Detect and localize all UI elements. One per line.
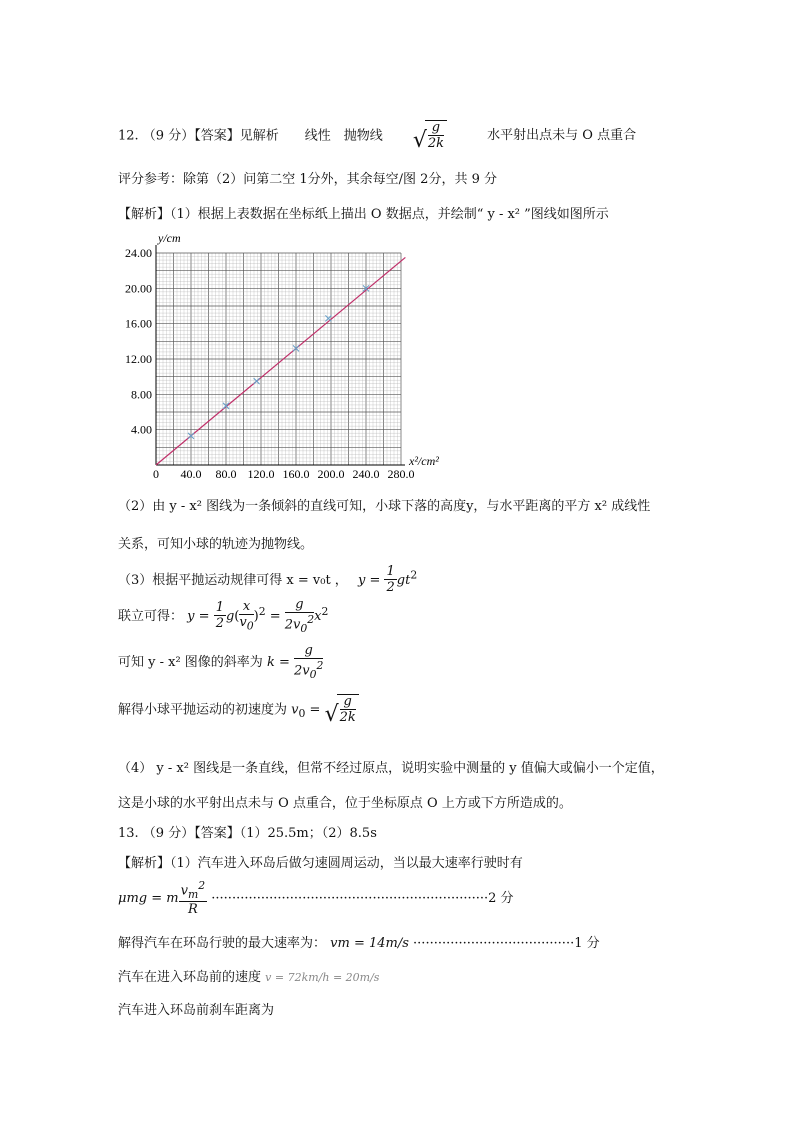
q12-p3: （3）根据平抛运动规律可得 x = v₀t ， y = $\frac{1}{2}$ $gt^2$ bbox=[118, 564, 418, 596]
x-tick-label: 120.0 bbox=[247, 467, 275, 478]
q13-max-speed: 解得汽车在环岛行驶的最大速率为： vm = 14m/s ·······································1 分 bbox=[118, 936, 600, 951]
q13-jiexi: 【解析】（1）汽车进入环岛后做匀速圆周运动，当以最大速率行驶时有 bbox=[118, 856, 523, 871]
q12-p4a: （4） y - x² 图线是一条直线，但常不经过原点，说明实验中测量的 y 值偏大或偏小一个定值， bbox=[118, 761, 664, 776]
q12-jiexi-1: 【解析】（1）根据上表数据在坐标纸上描出 O 数据点，并绘制“ y - x² ”图线如图所示 bbox=[118, 207, 609, 222]
sqrt-g-over-2k: √ $\frac{g}{2k}$ bbox=[413, 120, 447, 152]
y-axis-label: y/cm bbox=[158, 231, 181, 245]
q12-p2a: （2）由 y - x² 图线为一条倾斜的直线可知，小球下落的高度y，与水平距离的平方 x² 成线性 bbox=[118, 499, 651, 514]
x-tick-label: 0 bbox=[153, 467, 159, 478]
q12-p4b: 这是小球的水平射出点未与 O 点重合，位于坐标原点 O 上方或下方所造成的。 bbox=[118, 796, 572, 811]
q12-header bbox=[118, 120, 636, 152]
x-tick-label: 40.0 bbox=[180, 467, 202, 478]
y-tick-label: 8.00 bbox=[131, 387, 152, 402]
q12-v0: 解得小球平抛运动的初速度为 $v_0$ = √ $\frac{g}{2k}$ bbox=[118, 694, 359, 726]
data-point bbox=[325, 315, 331, 321]
y-tick-label: 12.00 bbox=[125, 352, 152, 366]
x-tick-label: 240.0 bbox=[352, 467, 380, 478]
y-tick-label: 20.00 bbox=[125, 281, 152, 296]
y-x2-chart bbox=[112, 228, 472, 478]
q13-header: 13. （9 分）【答案】（1）25.5m；（2）8.5s bbox=[118, 826, 377, 841]
q12-slope: 可知 y - x² 图像的斜率为 k = $\frac{g}{2v_0^2}$ bbox=[118, 643, 324, 682]
q13-formula-1: μmg = m $\frac{v_m^2}{R}$ ···································································2 分 bbox=[118, 879, 514, 917]
q12-lianli: 联立可得： y = $\frac{1}{2}$ g( $\frac{x}{v_0}$ )$^2$ = $\frac{g}{2v_0^2}$ $x^2$ bbox=[118, 597, 329, 636]
q12-p2b: 关系，可知小球的轨迹为抛物线。 bbox=[118, 537, 314, 552]
x-axis-label: x²/cm² bbox=[409, 454, 439, 468]
y-tick-label: 16.00 bbox=[125, 316, 152, 331]
x-tick-label: 160.0 bbox=[282, 467, 310, 478]
y-tick-label: 24.00 bbox=[125, 246, 152, 260]
q13-brake: 汽车进入环岛前刹车距离为 bbox=[118, 1003, 275, 1018]
x-tick-label: 200.0 bbox=[317, 467, 345, 478]
q12-scoring: 评分参考：除第（2）问第二空 1分外，其余每空/图 2分，共 9 分 bbox=[118, 172, 497, 187]
q12-answer-rest: 水平射出点未与 O 点重合 bbox=[487, 128, 637, 144]
y-tick-label: 4.00 bbox=[131, 422, 152, 437]
x-tick-label: 280.0 bbox=[387, 467, 415, 478]
q13-speed-before: 汽车在进入环岛前的速度 v = 72km/h = 20m/s bbox=[118, 970, 380, 985]
data-point bbox=[254, 378, 260, 384]
x-tick-label: 80.0 bbox=[215, 467, 237, 478]
q12-header-text: 12. （9 分）【答案】见解析 线性 抛物线 bbox=[118, 128, 383, 144]
